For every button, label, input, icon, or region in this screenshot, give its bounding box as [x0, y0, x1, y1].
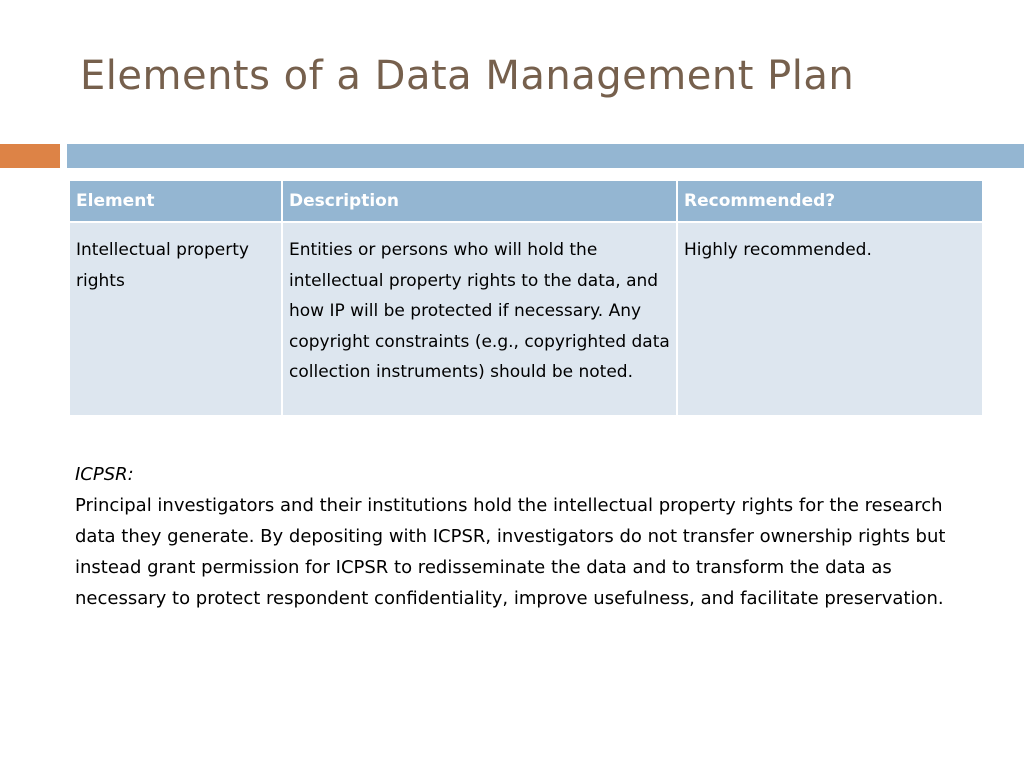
cell-recommended: Highly recommended.: [677, 222, 983, 416]
cell-description: Entities or persons who will hold the intellectual property rights to the data, and how IP will be protected if necessary. Any copyright constraints (e.g., copyrighted data collection instruments) should be noted.: [282, 222, 677, 416]
table-row: [69, 222, 983, 416]
dmp-elements-table: [68, 179, 984, 417]
slide-title: Elements of a Data Management Plan: [80, 53, 855, 99]
icpsr-note: [75, 459, 985, 614]
header-element: Element: [69, 180, 282, 222]
header-description: Description: [282, 180, 677, 222]
table-header-row: [69, 180, 983, 222]
note-body-text: Principal investigators and their institutions hold the intellectual property rights for the research data they generate. By depositing with ICPSR, investigators do not transfer ownership rights but instead grant permission for ICPSR to redisseminate the data and to transform the data as necessary to protect respondent confidentiality, improve usefulness, and facilitate preservation.: [75, 495, 946, 609]
header-recommended: Recommended?: [677, 180, 983, 222]
accent-bar-orange: [0, 144, 60, 168]
cell-element: Intellectual property rights: [69, 222, 282, 416]
accent-bar-blue: [67, 144, 1024, 168]
note-source-label: ICPSR:: [75, 464, 134, 485]
